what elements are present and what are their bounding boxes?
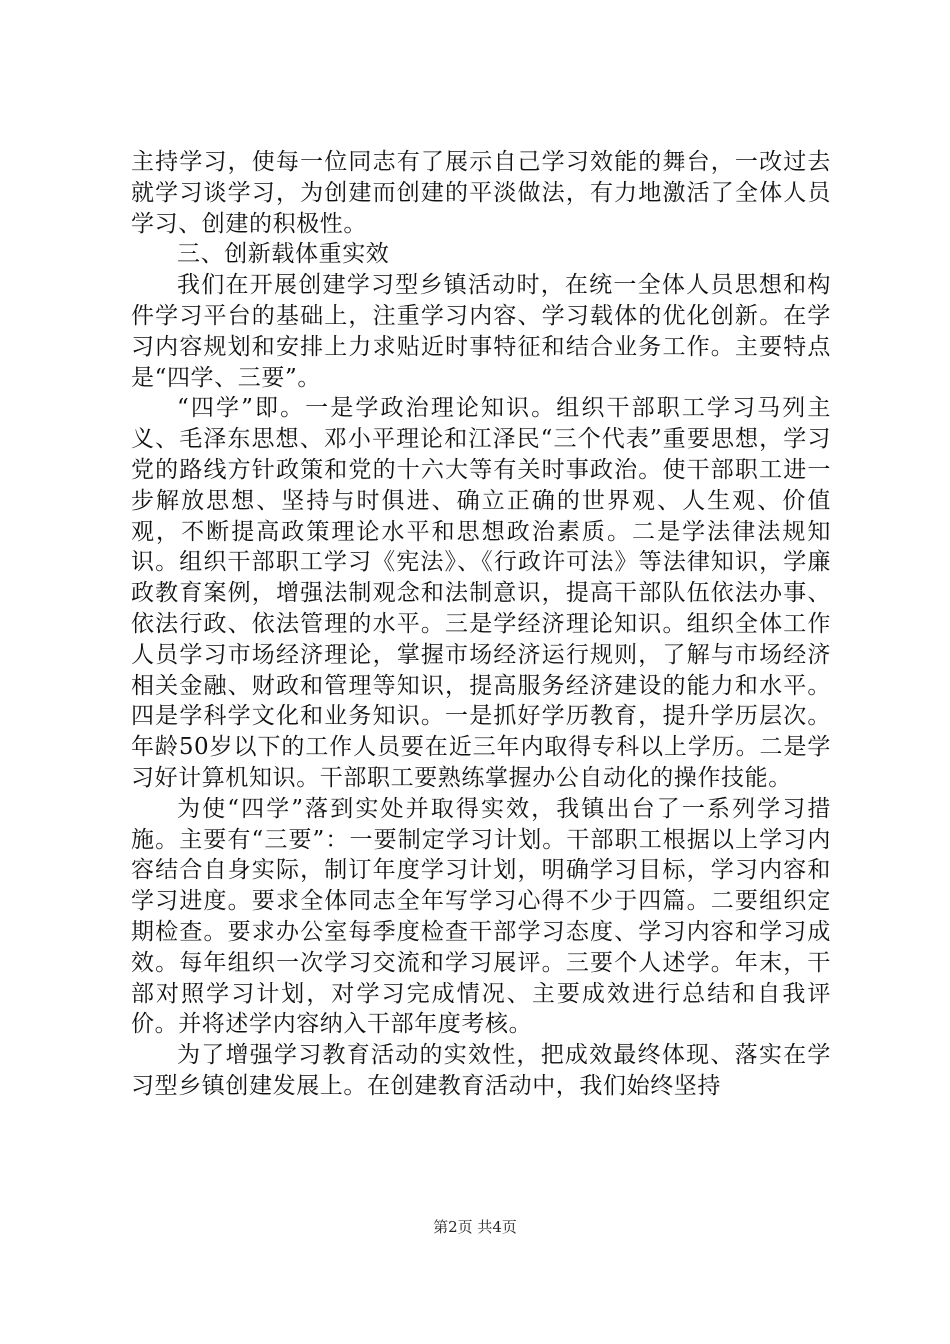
paragraph-three-requirements: 为使“四学”落到实处并取得实效，我镇出台了一系列学习措施。主要有“三要”：一要制定学习计划。干部职工根据以上学习内容结合自身实际，制订年度学习计划，明确学习目标，学习内容和学习进度。要求全体同志全年写学习心得不少于四篇。二要组织定期检查。要求办公室每季度检查干部学习态度、学习内容和学习成效。每年组织一次学习交流和学习展评。三要个人述学。年末，干部对照学习计划，对学习完成情况、主要成效进行总结和自我评价。并将述学内容纳入干部年度考核。 bbox=[131, 795, 831, 1038]
paragraph-intro: 我们在开展创建学习型乡镇活动时，在统一全体人员思想和构件学习平台的基础上，注重学习内容、学习载体的优化创新。在学习内容规划和安排上力求贴近时事特征和结合业务工作。主要特点是“四学、三要”。 bbox=[131, 272, 831, 391]
paragraph-four-studies: “四学”即。一是学政治理论知识。组织干部职工学习马列主义、毛泽东思想、邓小平理论和江泽民“三个代表”重要思想，学习党的路线方针政策和党的十六大等有关时事政治。使干部职工进一步解放思想、坚持与时俱进、确立正确的世界观、人生观、价值观，不断提高政策理论水平和思想政治素质。二是学法律法规知识。组织干部职工学习《宪法》、《行政许可法》等法律知识，学廉政教育案例，增强法制观念和法制意识，提高干部队伍依法办事、依法行政、依法管理的水平。三是学经济理论知识。组织全体工作人员学习市场经济理论，掌握市场经济运行规则，了解与市场经济相关金融、财政和管理等知识，提高服务经济建设的能力和水平。四是学科学文化和业务知识。一是抓好学历教育，提升学历层次。年龄50岁以下的工作人员要在近三年内取得专科以上学历。二是学习好计算机知识。干部职工要熟练掌握办公自动化的操作技能。 bbox=[131, 395, 831, 791]
document-body bbox=[131, 147, 831, 1102]
section-heading: 三、创新载体重实效 bbox=[177, 241, 390, 268]
paragraph-continuation: 主持学习，使每一位同志有了展示自己学习效能的舞台，一改过去就学习谈学习，为创建而创建的平淡做法，有力地激活了全体人员学习、创建的积极性。 bbox=[131, 149, 831, 237]
page-number: 第2页 共4页 bbox=[433, 1218, 517, 1236]
paragraph-effectiveness: 为了增强学习教育活动的实效性，把成效最终体现、落实在学习型乡镇创建发展上。在创建教育活动中，我们始终坚持 bbox=[131, 1042, 831, 1099]
